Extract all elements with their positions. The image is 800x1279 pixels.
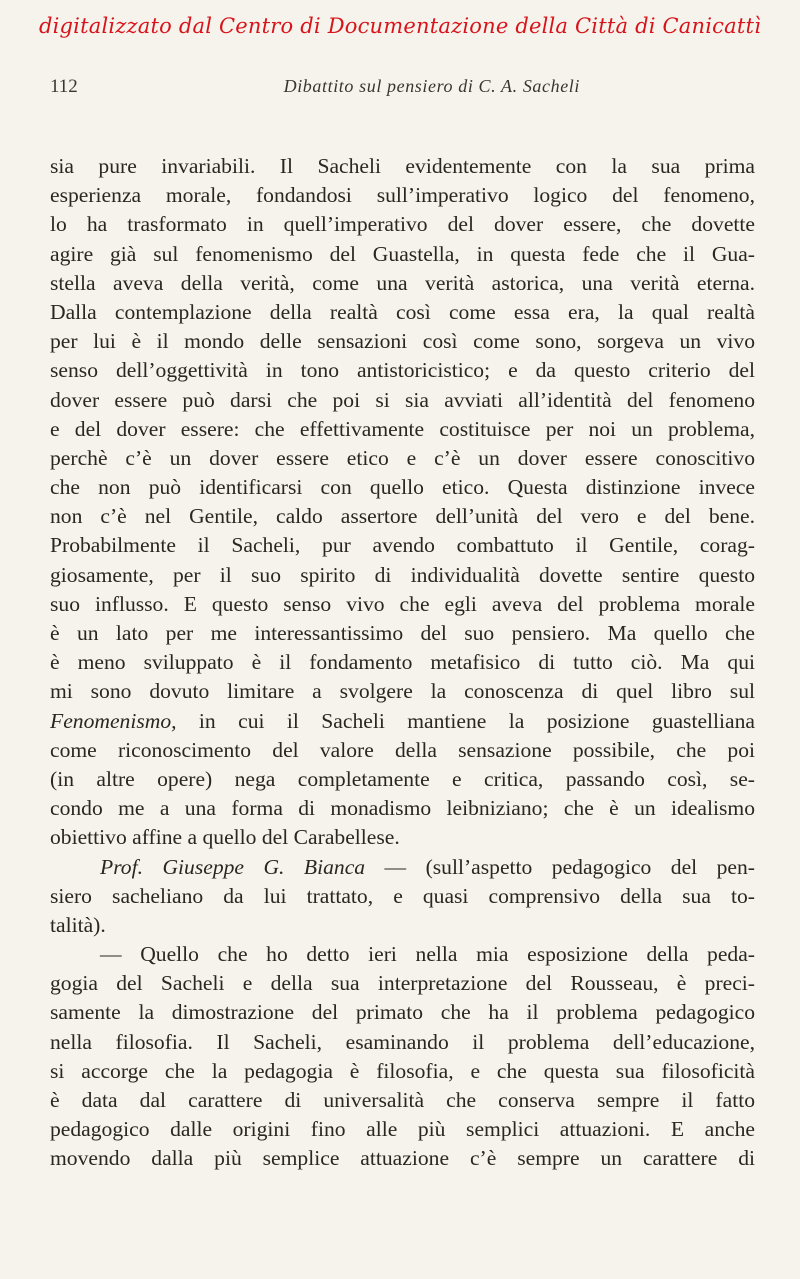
text-fragment: in cui il Sacheli mantiene la posizione guastelliana xyxy=(176,708,755,733)
text-line: samente la dimostrazione del primato che ha il problema pedagogico xyxy=(50,1000,755,1025)
text-line: Dalla contemplazione della realtà così come essa era, la qual realtà xyxy=(50,299,755,324)
text-line: mi sono dovuto limitare a svolgere la conoscenza di quel libro sul xyxy=(50,679,755,704)
text-line: gogia del Sacheli e della sua interpretazione del Rousseau, è preci- xyxy=(50,971,755,996)
text-line: lo ha trasformato in quell’imperativo del dover essere, che dovette xyxy=(50,212,755,237)
text-line: non c’è nel Gentile, caldo assertore dell’unità del vero e del bene. xyxy=(50,504,755,529)
speaker-name: Prof. Giuseppe G. Bianca xyxy=(100,854,366,879)
text-line: è un lato per me interessantissimo del suo pensiero. Ma quello che xyxy=(50,621,755,645)
book-title: Fenomenismo, xyxy=(50,708,177,733)
text-line: — Quello che ho detto ieri nella mia esposizione della peda- xyxy=(100,942,755,967)
page-header xyxy=(50,76,580,102)
text-line: perchè c’è un dover essere etico e c’è un dover essere conoscitivo xyxy=(50,445,755,470)
text-line: (in altre opere) nega completamente e critica, passando così, se- xyxy=(50,766,755,791)
text-line: dover essere può darsi che poi si sia avviati all’identità del fenomeno xyxy=(50,387,755,412)
speaker-line xyxy=(50,853,755,882)
text-line: movendo dalla più semplice attuazione c’è sempre un carattere di xyxy=(50,1146,755,1171)
text-line: agire già sul fenomenismo del Guastella, in questa fede che il Gua- xyxy=(50,241,755,266)
text-line: pedagogico dalle origini fino alle più semplici attuazioni. E anche xyxy=(50,1117,755,1142)
text-line: si accorge che la pedagogia è filosofia, e che questa sua filosoficità xyxy=(50,1058,755,1083)
text-line: condo me a una forma di monadismo leibniziano; che è un idealismo xyxy=(50,796,755,821)
speaker-note: — (sull’aspetto pedagogico del pen- xyxy=(365,854,755,879)
text-line: Probabilmente il Sacheli, pur avendo combattuto il Gentile, corag- xyxy=(50,533,755,558)
text-line: è data dal carattere di universalità che conserva sempre il fatto xyxy=(50,1088,755,1112)
text-line: siero sacheliano da lui trattato, e quasi comprensivo della sua to- xyxy=(50,883,755,908)
text-line: che non può identificarsi con quello etico. Questa distinzione invece xyxy=(50,475,755,500)
digitization-watermark: digitalizzato dal Centro di Documentazione della Città di Canicattì xyxy=(38,14,762,38)
page-number: 112 xyxy=(50,76,78,97)
text-line: nella filosofia. Il Sacheli, esaminando il problema dell’educazione, xyxy=(50,1029,755,1054)
text-line: giosamente, per il suo spirito di individualità dovette sentire questo xyxy=(50,562,755,587)
text-line: come riconoscimento del valore della sensazione possibile, che poi xyxy=(50,737,755,762)
running-title: Dibattito sul pensiero di C. A. Sacheli xyxy=(283,76,580,96)
text-line: stella aveva della verità, come una verità astorica, una verità eterna. xyxy=(50,270,755,295)
text-line: esperienza morale, fondandosi sull’imperativo logico del fenomeno, xyxy=(50,183,755,208)
text-line xyxy=(50,707,755,736)
text-line: e del dover essere: che effettivamente costituisce per noi un problema, xyxy=(50,416,755,441)
text-line: suo influsso. E questo senso vivo che egli aveva del problema morale xyxy=(50,591,755,616)
body-text xyxy=(50,152,755,1174)
text-line: per lui è il mondo delle sensazioni così come sono, sorgeva un vivo xyxy=(50,329,755,354)
text-line: obiettivo affine a quello del Carabellese. xyxy=(50,825,400,850)
text-line: sia pure invariabili. Il Sacheli evidentemente con la sua prima xyxy=(50,154,755,178)
text-line: è meno sviluppato è il fondamento metafisico di tutto ciò. Ma qui xyxy=(50,650,755,675)
text-line: senso dell’oggettività in tono antistoricistico; e da questo criterio del xyxy=(50,358,755,383)
text-line: talità). xyxy=(50,912,106,937)
